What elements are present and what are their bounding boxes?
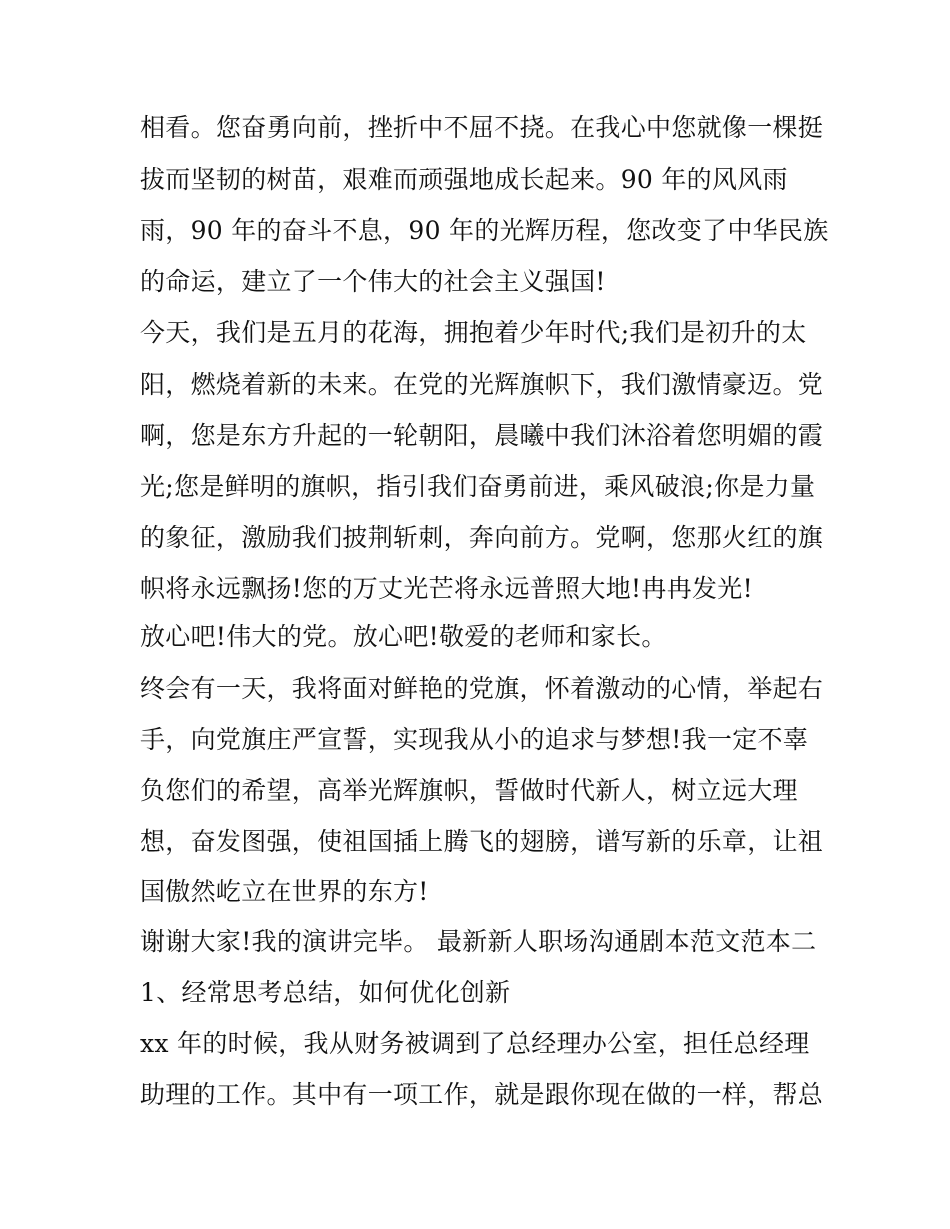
text-line: 想，奋发图强，使祖国插上腾飞的翅膀，谱写新的乐章，让祖: [140, 827, 824, 856]
text-line: 拔而坚韧的树苗，艰难而顽强地成长起来。90 年的风风雨: [140, 165, 788, 194]
text-line: 终会有一天，我将面对鲜艳的党旗，怀着激动的心情，举起右: [140, 674, 824, 703]
text-line: 帜将永远飘扬!您的万丈光芒将永远普照大地!冉冉发光!: [140, 574, 753, 603]
text-line: 阳，燃烧着新的未来。在党的光辉旗帜下，我们激情豪迈。党: [140, 370, 824, 399]
text-line: xx 年的时候，我从财务被调到了总经理办公室，担任总经理: [140, 1029, 810, 1058]
text-line: 雨，90 年的奋斗不息，90 年的光辉历程，您改变了中华民族: [140, 216, 829, 245]
text-line: 1、经常思考总结，如何优化创新: [140, 978, 511, 1007]
text-line: 放心吧!伟大的党。放心吧!敬爱的老师和家长。: [140, 622, 667, 651]
text-line: 的命运，建立了一个伟大的社会主义强国!: [140, 267, 606, 296]
text-line: 光;您是鲜明的旗帜，指引我们奋勇前进，乘风破浪;你是力量: [140, 472, 816, 501]
text-line: 啊，您是东方升起的一轮朝阳，晨曦中我们沐浴着您明媚的霞: [140, 421, 824, 450]
text-line: 谢谢大家!我的演讲完毕。 最新新人职场沟通剧本范文范本二: [140, 927, 817, 956]
text-line: 负您们的希望，高举光辉旗帜，誓做时代新人，树立远大理: [140, 776, 798, 805]
text-line: 今天，我们是五月的花海，拥抱着少年时代;我们是初升的太: [140, 318, 807, 347]
text-line: 助理的工作。其中有一项工作，就是跟你现在做的一样，帮总: [140, 1080, 824, 1109]
text-line: 相看。您奋勇向前，挫折中不屈不挠。在我心中您就像一棵挺: [140, 113, 824, 142]
text-line: 的象征，激励我们披荆斩刺，奔向前方。党啊，您那火红的旗: [140, 523, 824, 552]
text-line: 国傲然屹立在世界的东方!: [140, 877, 429, 906]
text-line: 手，向党旗庄严宣誓，实现我从小的追求与梦想!我一定不辜: [140, 725, 809, 754]
